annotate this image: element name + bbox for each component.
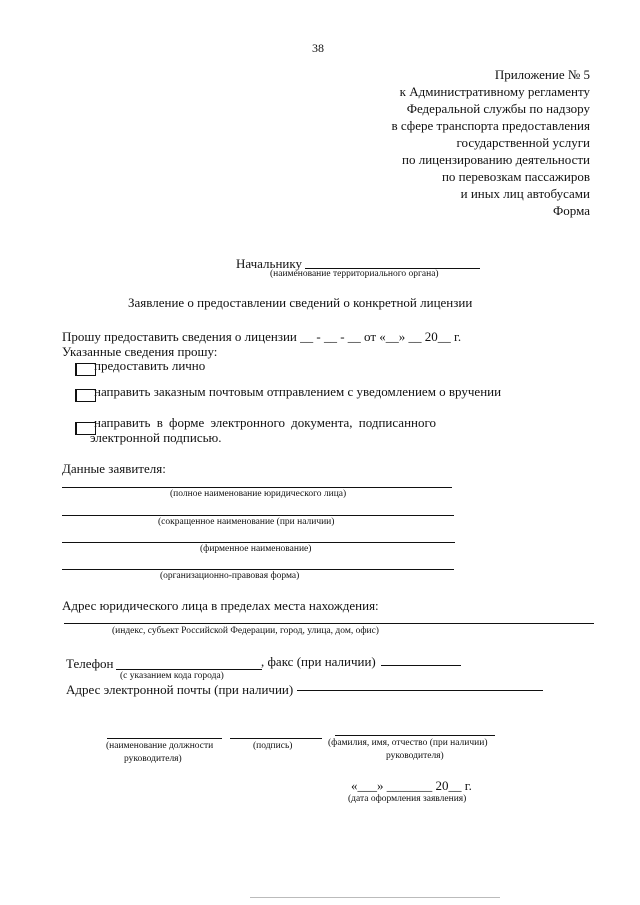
position-field[interactable] [107, 738, 222, 739]
field-caption: (полное наименование юридического лица) [170, 489, 347, 499]
applicant-heading: Данные заявителя: [62, 461, 166, 476]
bottom-divider [250, 897, 500, 898]
delivery-heading: Указанные сведения прошу: [62, 344, 218, 359]
position-caption: (наименование должности [106, 741, 214, 751]
option-label: предоставить лично [94, 358, 206, 373]
option-label [94, 415, 436, 431]
header-line: по перевозкам пассажиров [441, 169, 590, 184]
fax-field[interactable] [381, 665, 461, 666]
field-caption: (организационно-правовая форма) [160, 571, 300, 581]
legal-form-field[interactable] [62, 569, 454, 570]
email-field[interactable] [297, 690, 543, 691]
header-line: Приложение № 5 [494, 67, 590, 82]
position-caption: руководителя) [124, 754, 182, 764]
addressee-caption: (наименование территориального органа) [270, 269, 439, 279]
date-caption: (дата оформления заявления) [348, 794, 467, 804]
option-checkbox[interactable] [75, 389, 96, 402]
header-line: и иных лиц автобусами [460, 186, 590, 201]
phone-caption: (с указанием кода города) [120, 671, 224, 681]
signature-field[interactable] [230, 738, 322, 739]
form-label: Форма [553, 203, 590, 218]
address-caption: (индекс, субъект Российской Федерации, город, улица, дом, офис) [112, 626, 379, 636]
header-line: государственной услуги [456, 135, 590, 150]
request-line: Прошу предоставить сведения о лицензии __ - __ - __ от «__» __ 20__ г. [62, 329, 462, 344]
fax-label: , факс (при наличии) [261, 654, 376, 669]
address-label: Адрес юридического лица в пределах места нахождения: [62, 598, 379, 613]
option-label-line2: электронной подписью. [90, 430, 222, 445]
header-line: Федеральной службы по надзору [406, 101, 590, 116]
option-label: направить заказным почтовым отправлением с уведомлением о вручении [94, 384, 502, 399]
name-caption: руководителя) [386, 751, 444, 761]
header-line: в сфере транспорта предоставления [391, 118, 590, 133]
appendix-header [391, 66, 590, 202]
header-line: к Административному регламенту [399, 84, 590, 99]
document-title: Заявление о предоставлении сведений о конкретной лицензии [128, 295, 473, 310]
name-caption: (фамилия, имя, отчество (при наличии) [328, 738, 488, 748]
option-checkbox[interactable] [75, 363, 96, 376]
addressee-label: Начальнику [236, 256, 303, 271]
brand-name-field[interactable] [62, 542, 455, 543]
date-line: «___» _______ 20__ г. [351, 778, 472, 793]
header-line: по лицензированию деятельности [402, 152, 590, 167]
address-field[interactable] [64, 623, 594, 624]
option-label-line1: направить в форме электронного документа, подписанного [94, 415, 436, 430]
email-label: Адрес электронной почты (при наличии) [66, 682, 294, 697]
short-name-field[interactable] [62, 515, 454, 516]
name-field[interactable] [335, 735, 495, 736]
signature-caption: (подпись) [253, 741, 293, 751]
phone-label: Телефон [66, 656, 114, 671]
field-caption: (сокращенное наименование (при наличии) [158, 517, 335, 527]
page-number: 38 [312, 41, 324, 55]
phone-field[interactable] [116, 669, 262, 670]
field-caption: (фирменное наименование) [200, 544, 312, 554]
full-name-field[interactable] [62, 487, 452, 488]
